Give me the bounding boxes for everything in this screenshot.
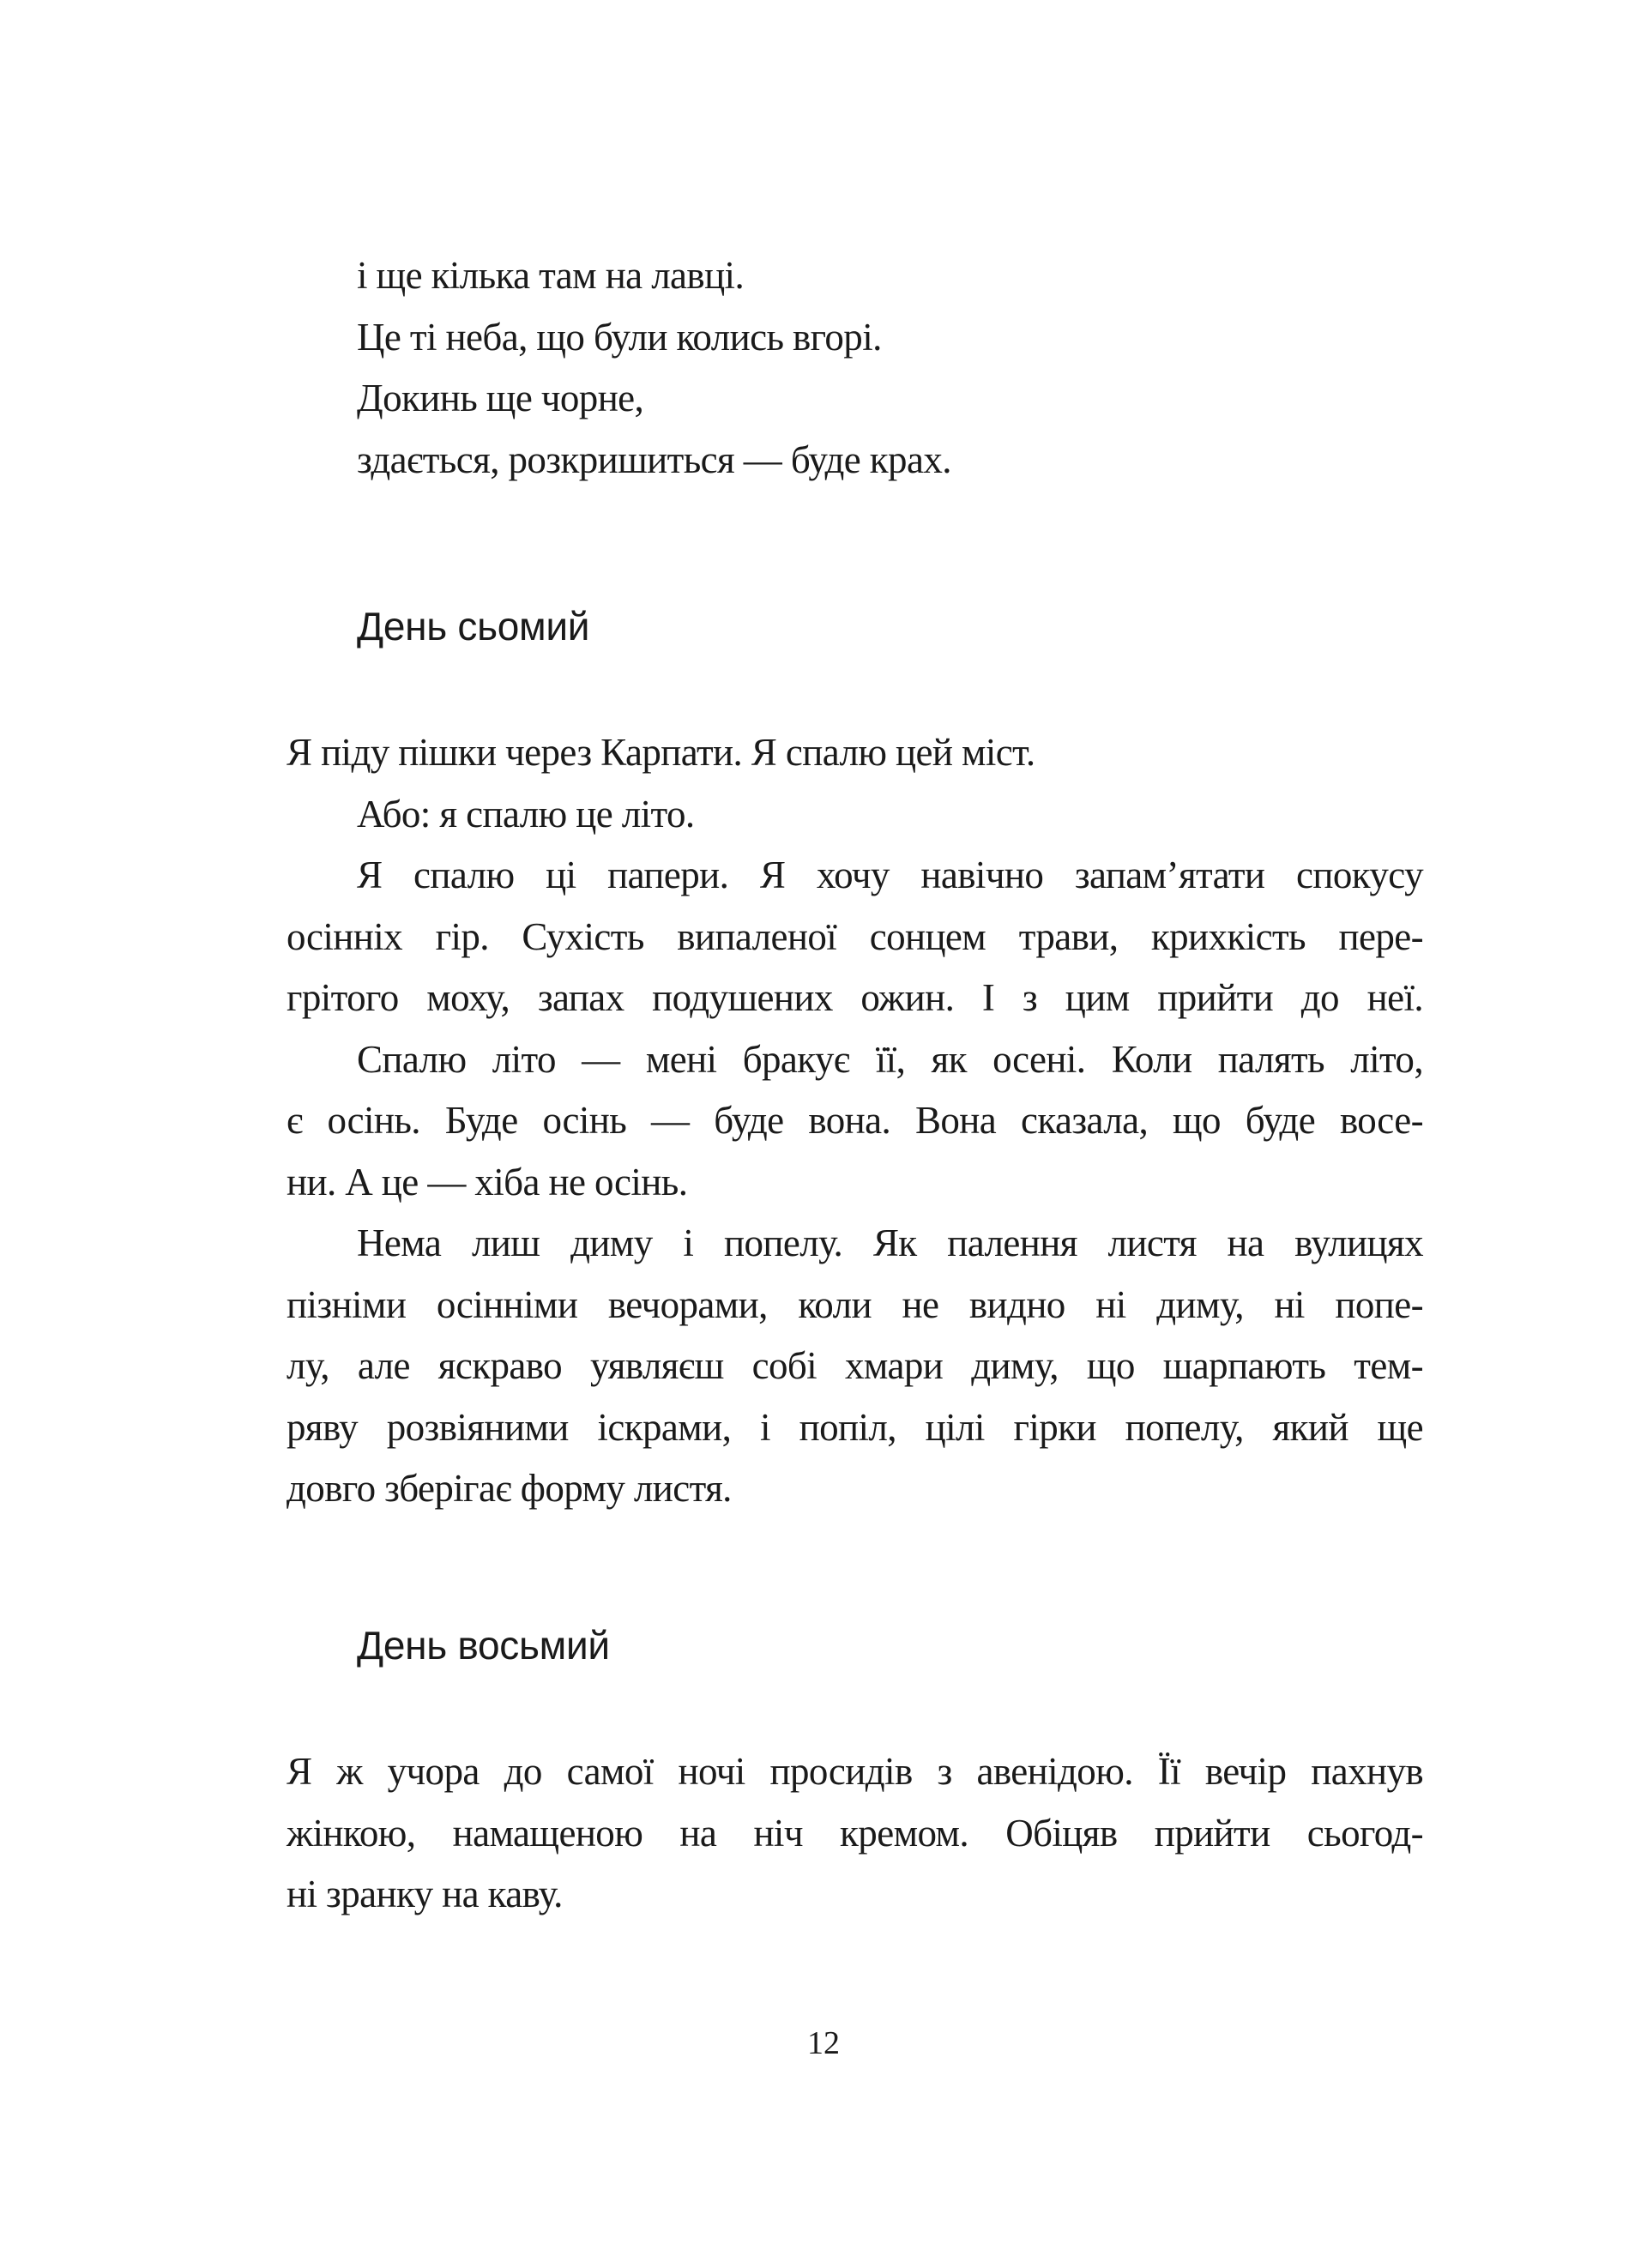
body-line: пізніми осінніми вечорами, коли не видно ні диму, ні попе- (287, 1282, 1423, 1326)
page-number: 12 (807, 2025, 840, 2061)
body-line: Я піду пішки через Карпати. Я спалю цей міст. (287, 731, 1035, 774)
body-line: довго зберігає форму листя. (287, 1467, 732, 1510)
body-line: грітого моху, запах подушених ожин. І з цим прийти до неї. (287, 976, 1423, 1019)
body-line: Я спалю ці папери. Я хочу навічно запам’ятати спокусу (357, 854, 1423, 896)
body-line: жінкою, намащеною на ніч кремом. Обіцяв прийти сьогод- (287, 1811, 1423, 1855)
body-line: Нема лиш диму і попелу. Як палення листя на вулицях (357, 1221, 1423, 1264)
body-line: Або: я спалю це літо. (357, 792, 695, 835)
poem-line: Докинь ще чорне, (357, 377, 644, 419)
section-body-day-seven (287, 722, 1423, 1520)
section-body-day-eight (287, 1741, 1423, 1926)
body-line: ні зранку на каву. (287, 1873, 563, 1915)
body-line: Я ж учора до самої ночі просидів з авенідою. Її вечір пахнув (287, 1750, 1423, 1793)
section-heading-day-seven: День сьомий (357, 604, 590, 648)
poem-line: Це ті неба, що були колись вгорі. (357, 315, 882, 359)
body-line: лу, але яскраво уявляєш собі хмари диму, що шарпають тем- (287, 1344, 1423, 1387)
body-line: ни. А це — хіба не осінь. (287, 1160, 688, 1203)
body-line: є осінь. Буде осінь — буде вона. Вона сказала, що буде восе- (287, 1099, 1423, 1142)
body-line: Спалю літо — мені бракує її, як осені. Коли палять літо, (357, 1037, 1423, 1081)
poem-line: і ще кілька там на лавці. (357, 254, 745, 297)
body-line: осінніх гір. Сухість випаленої сонцем трави, крихкість пере- (287, 914, 1423, 958)
body-line: ряву розвіяними іскрами, і попіл, цілі гірки попелу, який ще (287, 1405, 1423, 1449)
poem-stanza (287, 245, 1423, 491)
poem-line: здається, розкришиться — буде крах. (357, 437, 951, 481)
section-heading-day-eight: День восьмий (357, 1623, 610, 1668)
